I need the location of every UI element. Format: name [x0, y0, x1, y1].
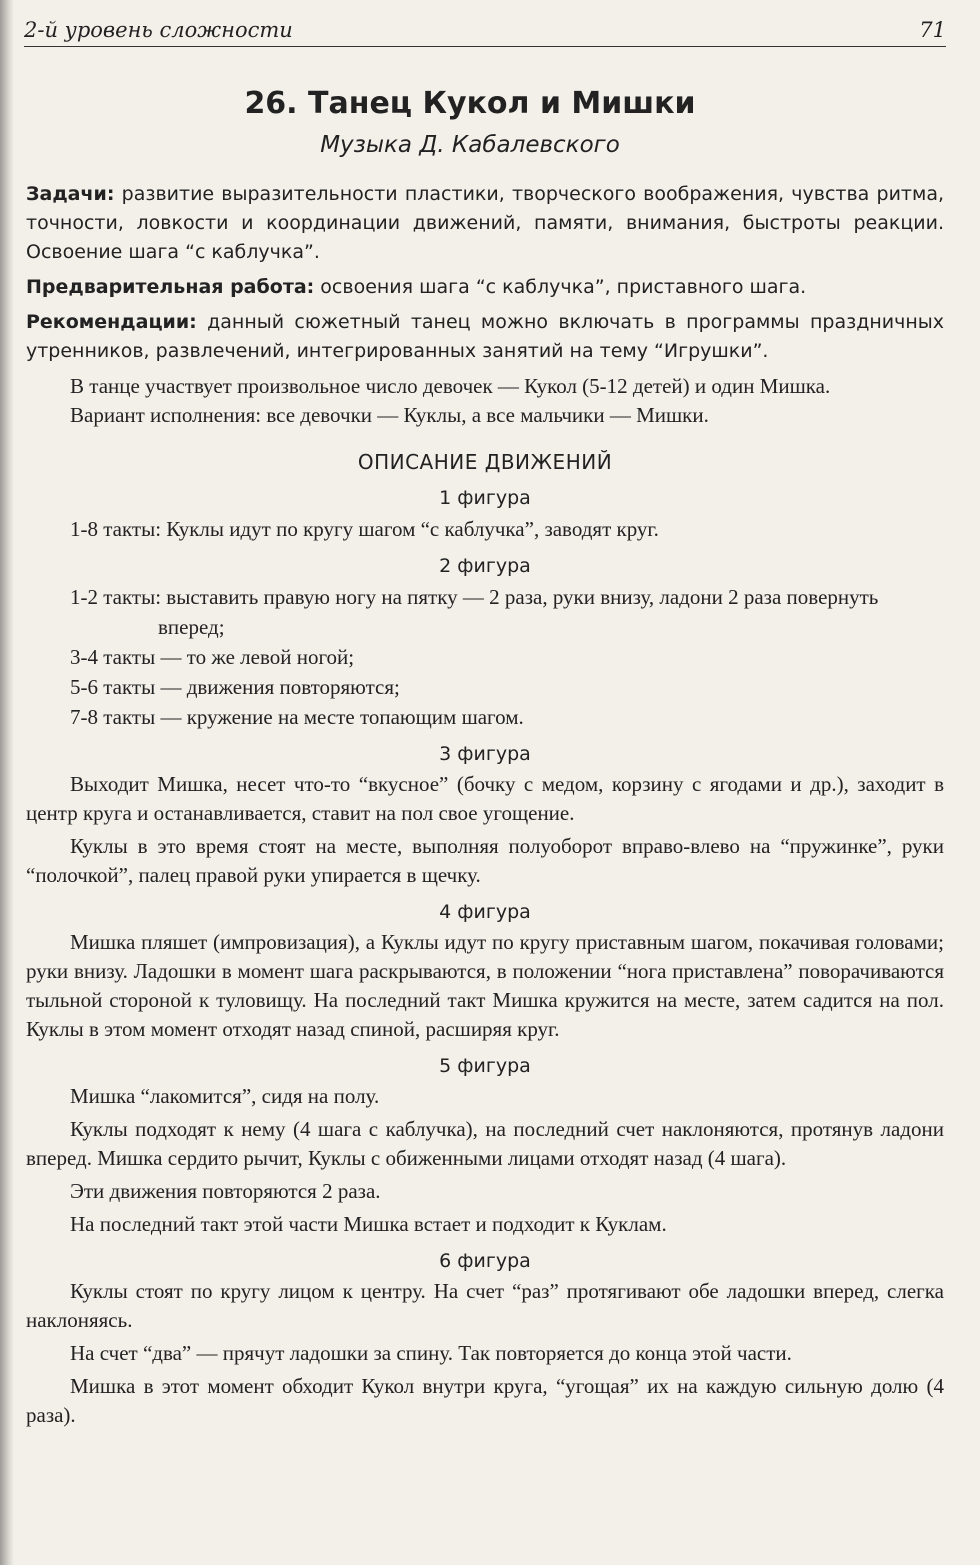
intro-text: освоения шага “с каблучка”, приставного шага.	[314, 276, 807, 298]
figure-step: 5-6 такты — движения повторяются;	[70, 675, 400, 699]
intro-label: Предварительная работа:	[26, 276, 315, 298]
intro-recommendations	[26, 308, 944, 366]
intro-label: Задачи:	[26, 183, 115, 205]
figure-title: 5 фигура	[439, 1055, 531, 1077]
paragraph: Эти движения повторяются 2 раза.	[70, 1179, 381, 1203]
page-title: 26. Танец Кукол и Мишки	[244, 86, 696, 121]
figure-step: 1-8 такты: Куклы идут по кругу шагом “с каблучка”, заводят круг.	[70, 517, 659, 541]
paragraph: Куклы стоят по кругу лицом к центру. На счет “раз” протягивают обе ладошки вперед, слегка наклоняясь.	[26, 1279, 944, 1332]
figure-title: 2 фигура	[439, 555, 531, 577]
scan-edge-shadow	[0, 0, 14, 1565]
figure-step: 1-2 такты: выставить правую ногу на пятку — 2 раза, руки внизу, ладони 2 раза повернуть вперед;	[70, 585, 879, 639]
paragraph: На последний такт этой части Мишка встает и подходит к Куклам.	[70, 1212, 667, 1236]
intro-text: развитие выразительности пластики, творческого воображения, чувства ритма, точности, ловкости и координации движений, памяти, внимания, быстроты реакции. Освоение шага “с каблучка”.	[26, 183, 944, 263]
figure-title: 4 фигура	[439, 901, 531, 923]
intro-preparation	[26, 273, 944, 302]
figure-step: 3-4 такты — то же левой ногой;	[70, 645, 355, 669]
intro-tasks	[26, 180, 944, 267]
page-body	[26, 180, 944, 1430]
music-credit: Музыка Д. Кабалевского	[320, 132, 620, 158]
figure-step: 7-8 такты — кружение на месте топающим шагом.	[70, 705, 524, 729]
intro-label: Рекомендации:	[26, 311, 197, 333]
paragraph: На счет “два” — прячут ладошки за спину. Так повторяется до конца этой части.	[70, 1341, 792, 1365]
paragraph: В танце участвует произвольное число девочек — Кукол (5-12 детей) и один Мишка.	[70, 374, 831, 398]
section-heading: ОПИСАНИЕ ДВИЖЕНИЙ	[357, 450, 613, 474]
paragraph: Мишка пляшет (импровизация), а Куклы идут по кругу приставным шагом, покачивая головами; руки внизу. Ладошки в момент шага раскрываются, в положении “нога приставлена” поворачиваются тыльной стороной к туловищу. На последний такт Мишка кружится на месте, затем садится на пол. Куклы в этом момент отходят назад спиной, расширяя круг.	[26, 930, 944, 1041]
paragraph: Куклы подходят к нему (4 шага с каблучка), на последний счет наклоняются, протянув ладони вперед. Мишка сердито рычит, Куклы с обиженными лицами отходят назад (4 шага).	[26, 1117, 944, 1170]
paragraph: Выходит Мишка, несет что-то “вкусное” (бочку с медом, корзину с ягодами и др.), заходит в центр круга и останавливается, ставит на пол свое угощение.	[26, 772, 944, 825]
header-level-label: 2-й уровень сложности	[24, 18, 293, 42]
figure-title: 1 фигура	[439, 487, 531, 509]
paragraph: Мишка “лакомится”, сидя на полу.	[70, 1084, 380, 1108]
intro-text: данный сюжетный танец можно включать в программы праздничных утренников, развлечений, интегрированных занятий на тему “Игрушки”.	[26, 311, 944, 362]
paragraph: Куклы в это время стоят на месте, выполняя полуоборот вправо-влево на “пружинке”, руки “полочкой”, палец правой руки упирается в щечку.	[26, 834, 944, 887]
running-header	[24, 12, 946, 47]
paragraph: Вариант исполнения: все девочки — Куклы, а все мальчики — Мишки.	[70, 403, 709, 427]
figure-title: 3 фигура	[439, 743, 531, 765]
page-number: 71	[919, 18, 946, 42]
figure-title: 6 фигура	[439, 1250, 531, 1272]
paragraph: Мишка в этот момент обходит Кукол внутри круга, “угощая” их на каждую сильную долю (4 раза).	[26, 1374, 944, 1427]
